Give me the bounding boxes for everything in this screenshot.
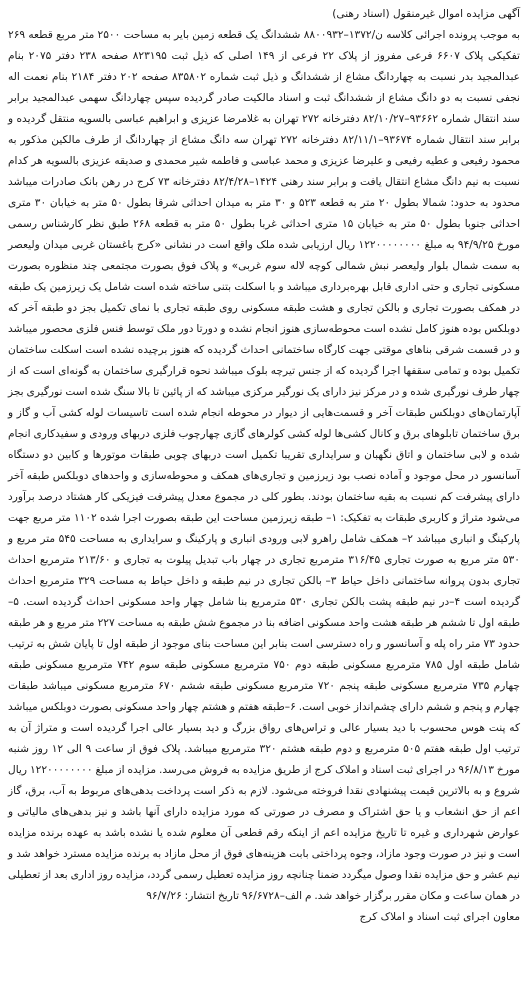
notice-title: آگهی مزایده اموال غیرمنقول (اسناد رهنی) — [332, 8, 520, 20]
notice-body: به موجب پرونده اجرائی کلاسه ن/۱۳۷۲–۸۸۰۰۹۳۲ ششدانگ یک قطعه زمین بایر به مساحت ۲۵۰۰ متر مربع قطعه ۲۶۹ تفکیکی پلاک ۶۶۰۷ فرعی مفروز از پلاک ۲۲ فرعی از ۱۴۹ اصلی که ذیل ثبت ۸۲۳۱۹۵ صفحه ۲۳۸ دفتر ۲۰۷۵ بنام عبدالمجید بدر نسبت به چهاردانگ مشاع از ششدانگ و ذیل ثبت شماره ۸۳۵۸۰۲ صفحه ۲۰۲ دفتر ۲۱۸۴ بنام نعمت اله نجفی نسبت به دو دانگ مشاع از ششدانگ ثبت و اسناد مالکیت صادر گردیده سپس چهاردانگ سهمی عبدالمجید برابر سند انتقال شماره ۹۳۶۶۲–۸۲/۱۰/۲۷ دفترخانه ۲۷۲ تهران به غلامرضا عزیزی و ابراهیم عباسی بالسویه منتقل گردیده و برابر سند انتقال شماره ۹۳۶۷۴–۸۲/۱۱/۱ دفترخانه ۲۷۲ تهران سه دانگ مشاع از چهاردانگ از طرف مالکین مذکور به محمود رفیعی و عطیه رفیعی و علیرضا عزیزی و محمد عباسی و فاطمه شیر محمدی و صدیقه عزیزی بالسویه هر کدام نسبت به نیم دانگ مشاع انتقال یافت و برابر سند رهنی ۱۴۲۴–۸۲/۴/۲۸ دفترخانه ۷۳ کرج در رهن بانک صادرات میباشد محدود به حدود: شمالا بطول ۲۰ متر به قطعه ۵۲۳ و ۳۰ متر به میدان احداثی شرقا بطول ۵۰ متر به خیابان ۳۰ متری احداثی جنوبا بطول ۵۰ متر به خیابان ۱۵ متری احداثی غربا بطول ۵۰ متر به قطعه ۲۶۸ طبق نظر کارشناس رسمی مورخ ۹۴/۹/۲۵ به مبلغ ۱۲۲۰۰۰۰۰۰۰۰ ریال ارزیابی شده ملک واقع است در نشانی «کرج باغستان غربی میدان ولیعصر به سمت شمال بلوار ولیعصر نبش شمالی کوچه لاله سوم غربی» و پلاک فوق بصورت مجتمعی چند منظوره بصورت مسکونی تجاری و حتی اداری قابل بهره‌برداری میباشد و با اسکلت بتنی ساخته شده است شامل یک زیرزمین یک طبقه در همکف بصورت تجاری و بالکن تجاری و هشت طبقه مسکونی روی طبقه تجاری با نمای تکمیل بجز دو طبقه آخر که دوبلکس بوده هنوز کامل نشده است محوطه‌سازی هنوز انجام نشده و دورتا دور ملک توسط فنس فلزی محصور میباشد و در قسمت شرقی بناهای موقتی جهت کارگاه ساختمانی احداث گردیده که هنوز برچیده نشده است اسکلت ساختمان تکمیل بوده و تمامی سقفها اجرا گردیده که از جنس تیرچه بلوک میباشد نحوه قرارگیری ساختمان به گونه‌ای است که از چهار طرف نورگیری شده و در مرکز نیز دارای یک نورگیر مرکزی میباشد که از پائین تا بالا سنگ شده است نورگیری بجز آپارتمان‌های دوبلکس طبقات آخر و قسمت‌هایی از دیوار در محوطه انجام شده است تاسیسات لوله کشی آب و گاز و برق ساختمان تابلوهای برق و کانال کشی‌ها لوله کشی کولرهای گازی چهارچوب فلزی دربهای ورودی و سفیدکاری انجام شده و لابی ساختمان و اتاق نگهبان و سرایداری تقریبا تکمیل است دربهای چوبی طبقات موتورها و کابین دو دستگاه آسانسور در محل موجود و آماده نصب بود زیرزمین و تجاری‌های همکف و محوطه‌سازی و واحدهای دوبلکس طبقه آخر دارای پیشرفت کم نسبت به بقیه ساختمان بودند. بطور کلی در مجموع معدل پیشرفت فیزیکی کار هشتاد درصد برآورد می‌شود متراژ و کاربری طبقات به تفکیک: ۱– طبقه زیرزمین مساحت این طبقه بصورت اجرا شده ۱۱۰۲ متر مربع جهت پارکینگ و انباری میباشد ۲– همکف شامل راهرو لابی ورودی انباری و پارکینگ و سرایداری به مساحت ۵۴۵ متر مربع و ۵۳۰ متر مربع به صورت تجاری ۳۱۶/۴۵ مترمربع تجاری در چهار باب تبدیل پیلوت به تجاری و ۲۱۳/۶۰ مترمربع احداث تجاری بدون پروانه ساختمانی داخل حیاط ۳– بالکن تجاری در نیم طبقه و داخل حیاط به مساحت ۳۲۹ مترمربع احداث گردیده است ۴–در نیم طبقه پشت بالکن تجاری ۵۳۰ مترمربع بنا شامل چهار واحد مسکونی احداث گردیده است. ۵– طبقه اول تا ششم هر طبقه هشت واحد مسکونی اضافه بنا در مجموع شش طبقه به مساحت ۲۲۷ متر مربع و هر طبقه حدود ۷۳ متر راه پله و آسانسور و راه دسترسی است بنابر این مساحت بنای موجود از طبقه اول تا پایان شش به ترتیب شامل طبقه اول ۷۸۵ مترمربع مسکونی طبقه دوم ۷۵۰ مترمربع مسکونی طبقه سوم ۷۴۲ مترمربع مسکونی طبقه چهارم ۷۳۵ مترمربع مسکونی طبقه پنجم ۷۲۰ مترمربع مسکونی طبقه ششم ۶۷۰ مترمربع مسکونی میباشد طبقات چهارم و پنجم و ششم دارای چشم‌انداز خوبی است. ۶–طبقه هفتم و هشتم چهار واحد مسکونی بصورت دوبلکس میباشد که پنت هوس محسوب با دید بسیار عالی و تراس‌های رواق بزرگ و دید بسیار عالی اجرا گردیده است و متراژ آن به ترتیب اول طبقه هفتم ۵۰۵ مترمربع و دوم طبقه هشتم ۳۲۰ مترمربع میباشد. پلاک فوق از ساعت ۹ الی ۱۲ روز شنبه مورخ ۹۶/۸/۱۳ در اجرای ثبت اسناد و املاک کرج از طریق مزایده به فروش می‌رسد. مزایده از مبلغ ۱۲۲۰۰۰۰۰۰۰۰ ریال شروع و به بالاترین قیمت پیشنهادی نقدا فروخته می‌شود. لازم به ذکر است پرداخت بدهی‌های مربوط به آب، برق، گاز اعم از حق انشعاب و یا حق اشتراک و مصرف در صورتی که مورد مزایده دارای آنها باشد و نیز بدهی‌های مالیاتی و عوارض شهرداری و غیره تا تاریخ مزایده اعم از اینکه رقم قطعی آن معلوم شده یا نشده باشد به عهده برنده مزایده است و نیز در صورت وجود مازاد، وجوه پرداختی بابت هزینه‌های فوق از محل مازاد به برنده مزایده مسترد خواهد شد و نیم عشر و حق مزایده نقدا وصول میگردد ضمنا چنانچه روز مزایده تعطیل رسمی گردد، مزایده روز اداری بعد از تعطیلی در همان ساعت و مکان مقرر برگزار خواهد شد. م الف–۹۶/۶۷۲۸ تاریخ انتشار: ۹۶/۷/۲۶ — [8, 29, 521, 902]
notice-signature: معاون اجرای ثبت اسناد و املاک کرج — [359, 911, 520, 923]
